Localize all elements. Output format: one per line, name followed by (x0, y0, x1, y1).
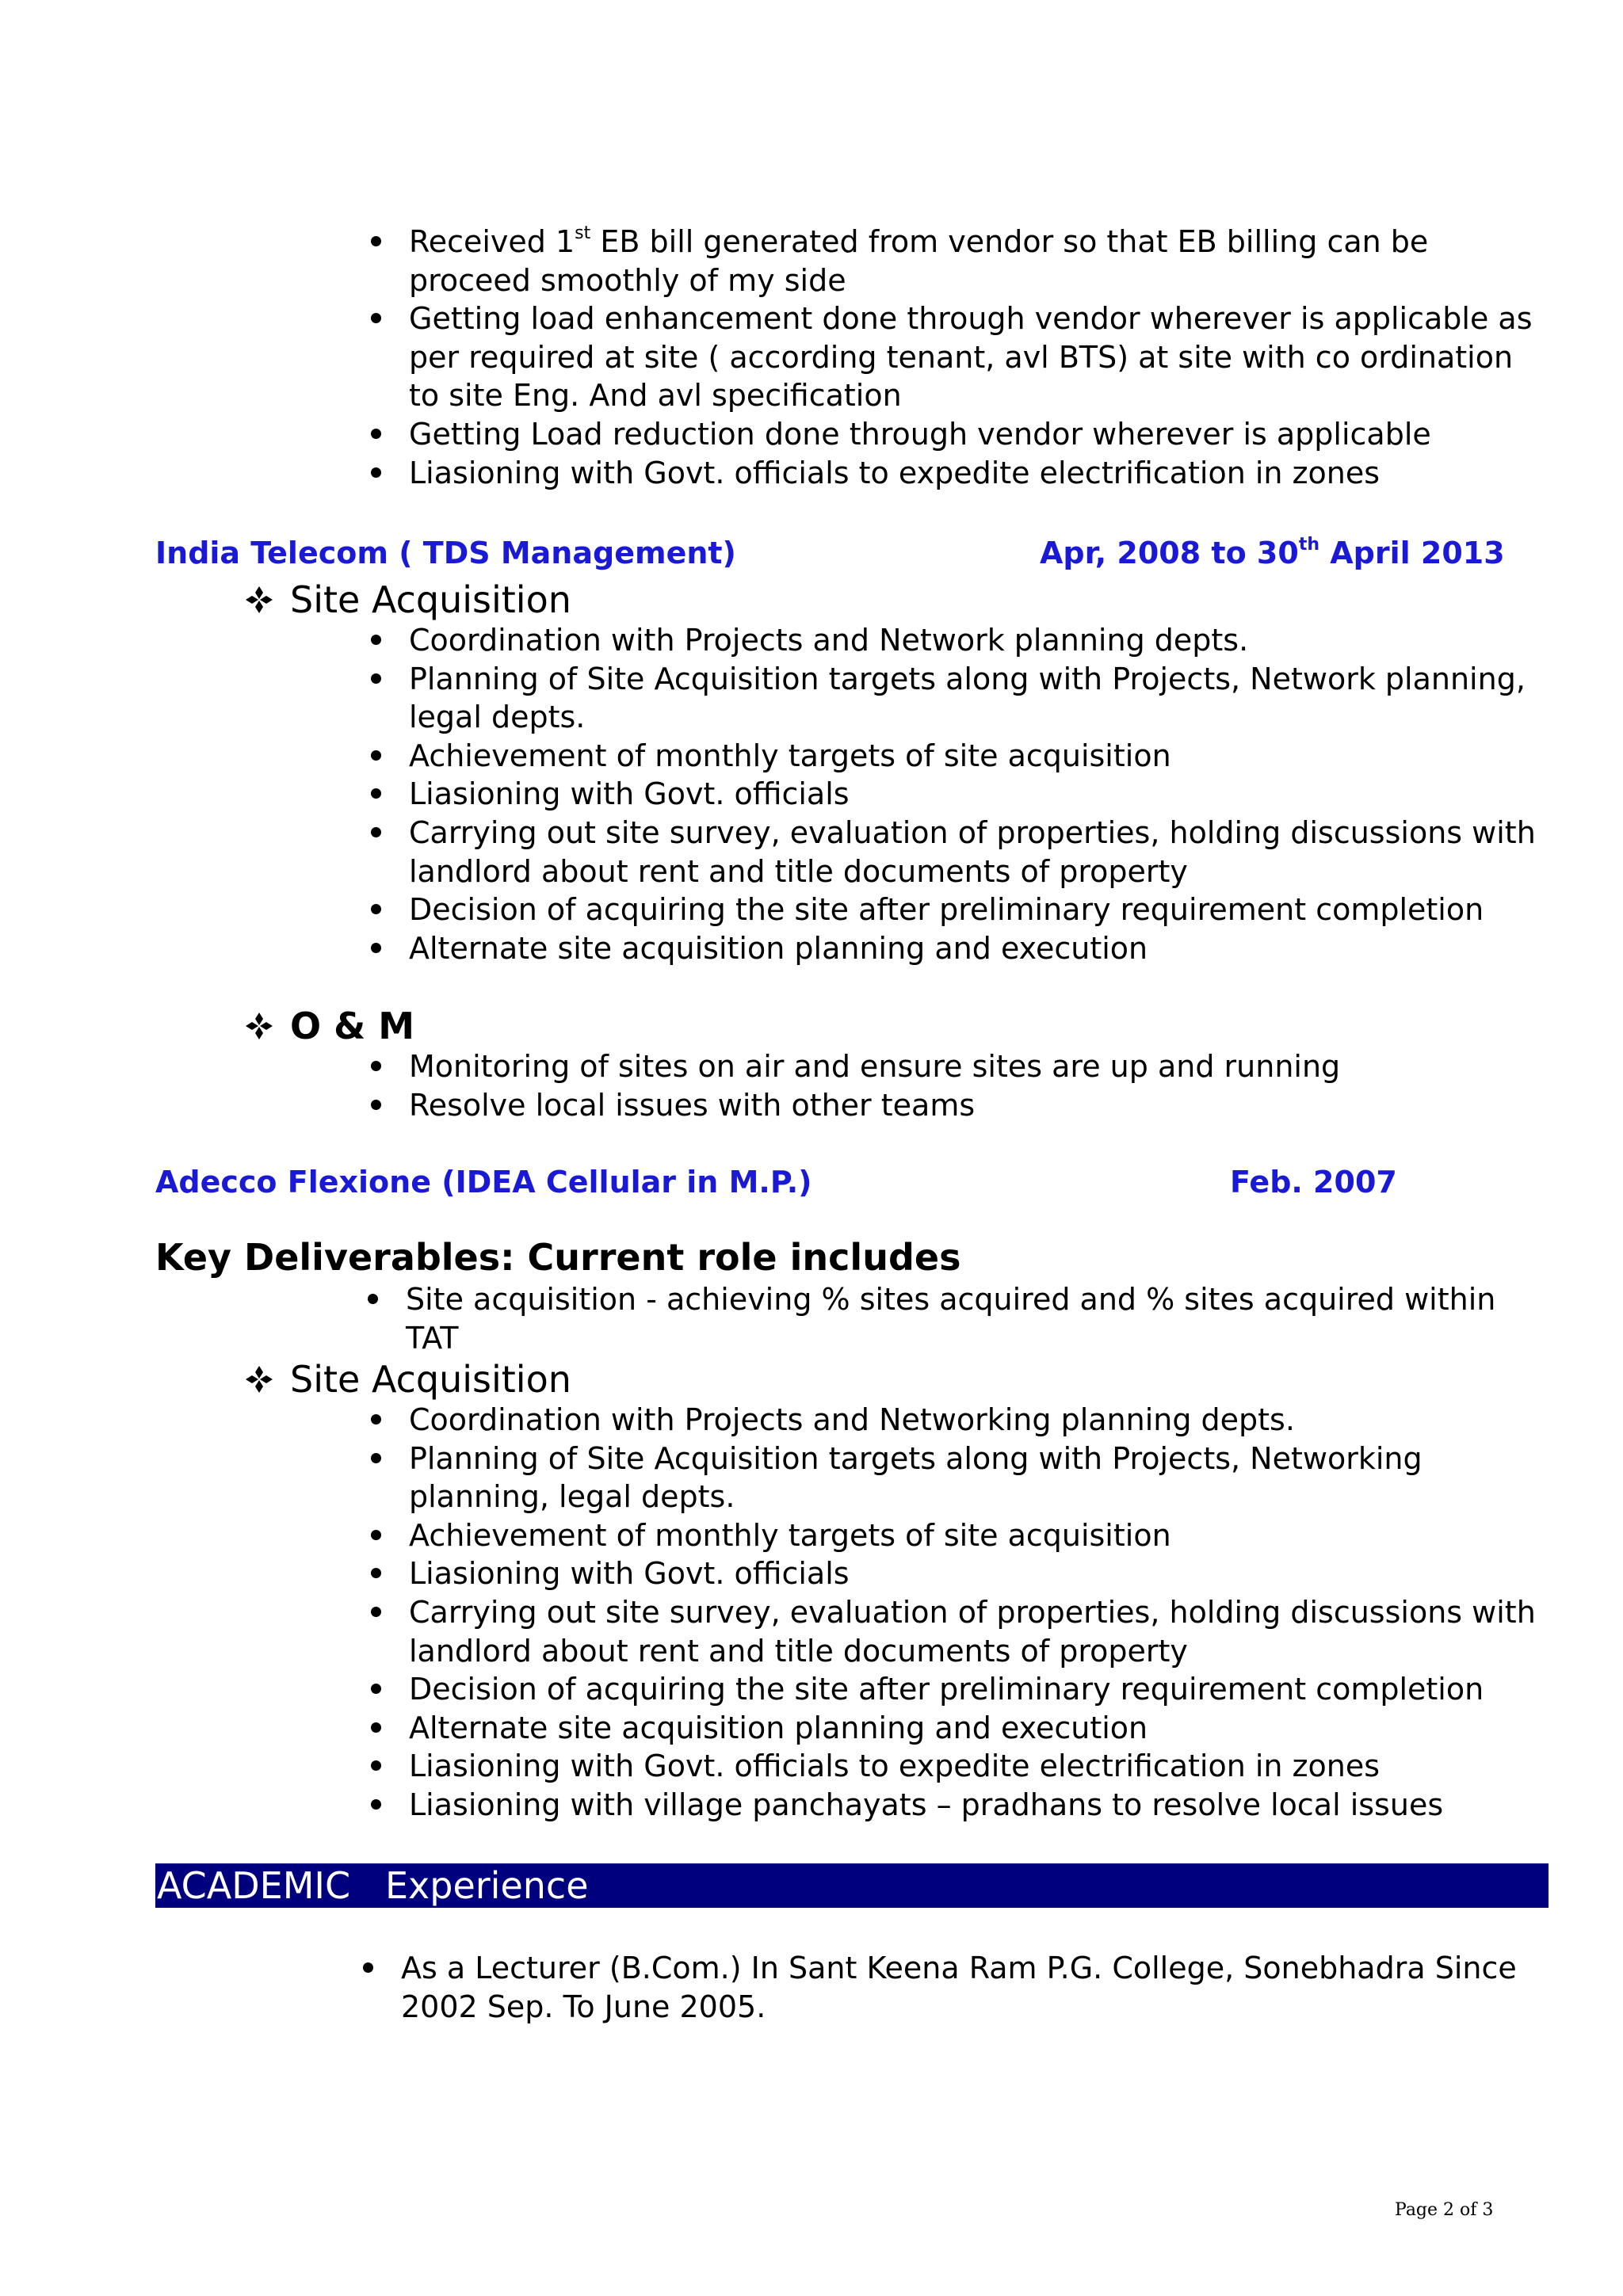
list-item (409, 814, 1550, 891)
item-text: Resolve local issues with other teams (409, 1087, 976, 1123)
item-text: Liasioning with Govt. officials to expedite electrification in zones (409, 1749, 1381, 1784)
diamond-bullet-icon (242, 1009, 276, 1043)
round-bullet-icon (371, 1061, 381, 1071)
item-text: Liasioning with Govt. officials (409, 1556, 850, 1592)
key-deliverables-list (406, 1280, 1555, 1357)
item-text: Carrying out site survey, evaluation of properties, holding discussions with landlord about rent and title documents of property (409, 1594, 1536, 1669)
list-item (409, 1593, 1550, 1670)
round-bullet-icon (371, 827, 381, 837)
date-text: April 2013 (1319, 536, 1505, 570)
list-item (409, 1786, 1550, 1825)
item-text: Liasioning with village panchayats – pradhans to resolve local issues (409, 1787, 1444, 1822)
round-bullet-icon (371, 1100, 381, 1110)
job-date: Feb. 2007 (1230, 1165, 1397, 1199)
item-text: Coordination with Projects and Networking planning depts. (409, 1402, 1295, 1437)
round-bullet-icon (371, 943, 381, 953)
section-heading (290, 1358, 571, 1401)
list-item (409, 660, 1550, 737)
item-text: Liasioning with Govt. officials (409, 776, 850, 812)
list-item (409, 1554, 1550, 1593)
item-text: As a Lecturer (B.Com.) In Sant Keena Ram P.G. College, Sonebhadra Since 2002 Sep. To June 2005. (401, 1951, 1517, 2024)
date-text: Apr, 2008 to 30 (1040, 536, 1299, 570)
item-text: Planning of Site Acquisition targets along with Projects, Networking planning, legal depts. (409, 1440, 1423, 1515)
list-item (409, 1086, 1550, 1125)
round-bullet-icon (371, 1760, 381, 1771)
list-item (409, 1747, 1550, 1786)
continued-duties-list (409, 223, 1550, 492)
date-sup: th (1298, 535, 1320, 555)
section-heading-text: Site Acquisition (290, 578, 571, 621)
round-bullet-icon (371, 467, 381, 478)
job-date (1040, 536, 1505, 570)
round-bullet-icon (371, 1414, 381, 1425)
list-item (409, 415, 1550, 454)
round-bullet-icon (371, 429, 381, 439)
section-heading-text: Site Acquisition (290, 1358, 571, 1401)
academic-section-band (155, 1863, 1549, 1908)
round-bullet-icon (371, 904, 381, 914)
list-item (409, 454, 1550, 493)
section-heading (290, 1005, 414, 1047)
round-bullet-icon (371, 673, 381, 684)
site-acquisition-list (409, 621, 1550, 967)
diamond-bullet-icon (242, 583, 276, 616)
round-bullet-icon (371, 1530, 381, 1540)
item-sup: st (575, 223, 591, 244)
item-text: EB bill generated from vendor so that EB billing can be proceed smoothly of my side (409, 224, 1429, 298)
round-bullet-icon (371, 1568, 381, 1578)
list-item (401, 1949, 1542, 2026)
list-item (409, 737, 1550, 776)
item-text: Liasioning with Govt. officials to expedite electrification in zones (409, 455, 1381, 490)
list-item (409, 891, 1550, 929)
list-item (409, 1709, 1550, 1748)
diamond-bullet-icon (242, 1363, 276, 1396)
item-text: Received 1 (409, 224, 575, 259)
list-item (409, 929, 1550, 968)
round-bullet-icon (371, 1799, 381, 1810)
round-bullet-icon (371, 635, 381, 645)
list-item (409, 1401, 1550, 1440)
list-item (409, 1670, 1550, 1709)
round-bullet-icon (371, 750, 381, 761)
list-item (409, 223, 1550, 299)
section-heading-text: O & M (290, 1005, 415, 1047)
round-bullet-icon (371, 1607, 381, 1617)
round-bullet-icon (371, 1453, 381, 1463)
item-text: Monitoring of sites on air and ensure sites are up and running (409, 1049, 1341, 1084)
round-bullet-icon (371, 1684, 381, 1694)
site-acquisition-list (409, 1401, 1550, 1825)
section-heading (290, 578, 571, 621)
item-text: Alternate site acquisition planning and execution (409, 930, 1148, 966)
round-bullet-icon (371, 788, 381, 799)
item-text: Achievement of monthly targets of site acquisition (409, 1517, 1171, 1553)
item-text: Achievement of monthly targets of site acquisition (409, 738, 1171, 773)
job-title: Adecco Flexione (IDEA Cellular in M.P.) (155, 1165, 812, 1199)
item-text: Alternate site acquisition planning and execution (409, 1710, 1148, 1745)
round-bullet-icon (371, 1722, 381, 1733)
key-deliverables-heading: Key Deliverables: Current role includes (155, 1236, 961, 1279)
academic-list (401, 1949, 1542, 2026)
list-item (409, 1047, 1550, 1086)
list-item (409, 1516, 1550, 1555)
item-text: Coordination with Projects and Network planning depts. (409, 623, 1249, 658)
item-text: Getting Load reduction done through vendor wherever is applicable (409, 416, 1431, 452)
item-text: Site acquisition - achieving % sites acquired and % sites acquired within TAT (406, 1282, 1496, 1356)
item-text: Decision of acquiring the site after preliminary requirement completion (409, 1672, 1484, 1707)
job-title: India Telecom ( TDS Management) (155, 536, 736, 570)
list-item (409, 775, 1550, 814)
round-bullet-icon (371, 313, 381, 323)
list-item (409, 1440, 1550, 1516)
round-bullet-icon (368, 1294, 378, 1304)
list-item (406, 1280, 1555, 1357)
round-bullet-icon (371, 236, 381, 246)
list-item (409, 621, 1550, 660)
item-text: Getting load enhancement done through vendor wherever is applicable as per required at site ( according tenant, avl BTS) at site with co ordination to site Eng. And avl specification (409, 301, 1533, 414)
academic-heading: ACADEMIC Experience (157, 1864, 589, 1907)
page-number: Page 2 of 3 (1395, 2200, 1494, 2220)
round-bullet-icon (363, 1962, 373, 1973)
om-list (409, 1047, 1550, 1124)
list-item (409, 299, 1550, 415)
item-text: Carrying out site survey, evaluation of properties, holding discussions with landlord about rent and title documents of property (409, 814, 1536, 889)
item-text: Decision of acquiring the site after preliminary requirement completion (409, 892, 1484, 928)
item-text: Planning of Site Acquisition targets along with Projects, Network planning, legal depts. (409, 661, 1526, 735)
